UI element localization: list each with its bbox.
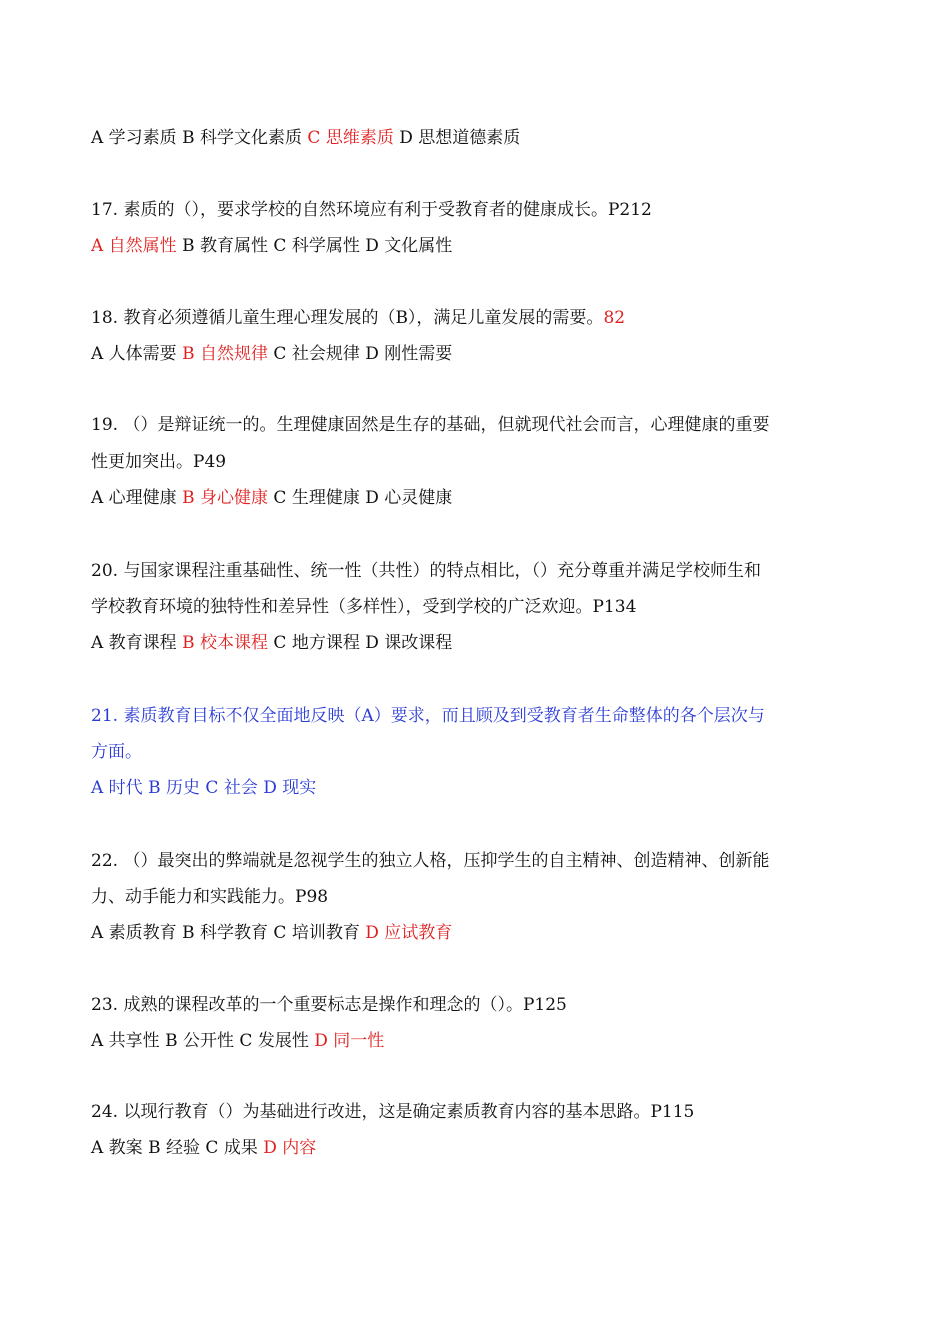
option-d-answer: D 同一性 <box>314 1031 385 1051</box>
q20-stem-line2: 学校教育环境的独特性和差异性（多样性），受到学校的广泛欢迎。P134 <box>91 597 637 617</box>
option-d-answer: D 内容 <box>263 1138 317 1158</box>
q22-stem-line1: 22. （）最突出的弊端就是忽视学生的独立人格，压抑学生的自主精神、创造精神、创新能 <box>91 851 770 871</box>
q19-stem-line2: 性更加突出。P49 <box>91 452 227 472</box>
option-a: A 人体需要 <box>91 344 177 364</box>
option-a: A 心理健康 <box>91 488 177 508</box>
option-d: D 课改课程 <box>365 633 453 653</box>
q20-options <box>91 632 452 654</box>
option-c: C 科学属性 <box>273 236 360 256</box>
q18-stem <box>91 307 625 329</box>
q18-options <box>91 343 452 365</box>
option-b-answer: B 校本课程 <box>182 633 268 653</box>
q19-options <box>91 487 452 509</box>
option-d-answer: D 应试教育 <box>365 923 453 943</box>
q22-stem-line2: 力、动手能力和实践能力。P98 <box>91 887 329 907</box>
option-b: B 科学文化素质 <box>182 128 302 148</box>
option-d: D 文化属性 <box>365 236 453 256</box>
option-c: C 社会规律 <box>273 344 360 364</box>
q21-stem-line2: 方面。 <box>91 742 142 762</box>
q23-stem: 23. 成熟的课程改革的一个重要标志是操作和理念的（）。P125 <box>91 995 567 1015</box>
q20-stem-line1: 20. 与国家课程注重基础性、统一性（共性）的特点相比，（）充分尊重并满足学校师生和 <box>91 561 761 581</box>
q24-stem: 24. 以现行教育（）为基础进行改进，这是确定素质教育内容的基本思路。P115 <box>91 1102 695 1122</box>
option-b: B 科学教育 <box>182 923 268 943</box>
option-a: A 教案 <box>91 1138 143 1158</box>
option-c: C 发展性 <box>239 1031 309 1051</box>
option-c: C 成果 <box>205 1138 258 1158</box>
option-c-answer: C 思维素质 <box>307 128 394 148</box>
q18-stem-text: 18. 教育必须遵循儿童生理心理发展的（B），满足儿童发展的需要。 <box>91 308 604 328</box>
option-c: C 生理健康 <box>273 488 360 508</box>
q21-stem-line1: 21. 素质教育目标不仅全面地反映（A）要求，而且顾及到受教育者生命整体的各个层次与 <box>91 706 765 726</box>
q24-options <box>91 1137 316 1159</box>
option-d: D 现实 <box>263 778 317 798</box>
q22-options <box>91 922 452 944</box>
option-a: A 共享性 <box>91 1031 160 1051</box>
q21-options <box>91 777 316 799</box>
option-b: B 公开性 <box>165 1031 234 1051</box>
option-c: C 培训教育 <box>273 923 360 943</box>
option-c: C 地方课程 <box>273 633 360 653</box>
option-d: D 思想道德素质 <box>399 128 521 148</box>
option-b: B 历史 <box>148 778 200 798</box>
option-d: D 心灵健康 <box>365 488 453 508</box>
option-a: A 教育课程 <box>91 633 177 653</box>
q18-page-ref: 82 <box>603 308 626 328</box>
q17-options <box>91 235 452 257</box>
q19-stem-line1: 19. （）是辩证统一的。生理健康固然是生存的基础，但就现代社会而言，心理健康的重要 <box>91 415 770 435</box>
option-b-answer: B 自然规律 <box>182 344 268 364</box>
option-a: A 时代 <box>91 778 143 798</box>
option-b-answer: B 身心健康 <box>182 488 268 508</box>
option-a: A 素质教育 <box>91 923 177 943</box>
option-d: D 刚性需要 <box>365 344 453 364</box>
option-b: B 教育属性 <box>182 236 268 256</box>
q17-stem: 17. 素质的（），要求学校的自然环境应有利于受教育者的健康成长。P212 <box>91 200 652 220</box>
option-a-answer: A 自然属性 <box>91 236 177 256</box>
option-a: A 学习素质 <box>91 128 177 148</box>
option-c: C 社会 <box>205 778 258 798</box>
q23-options <box>91 1030 384 1052</box>
option-b: B 经验 <box>148 1138 200 1158</box>
q16-options <box>91 127 520 149</box>
